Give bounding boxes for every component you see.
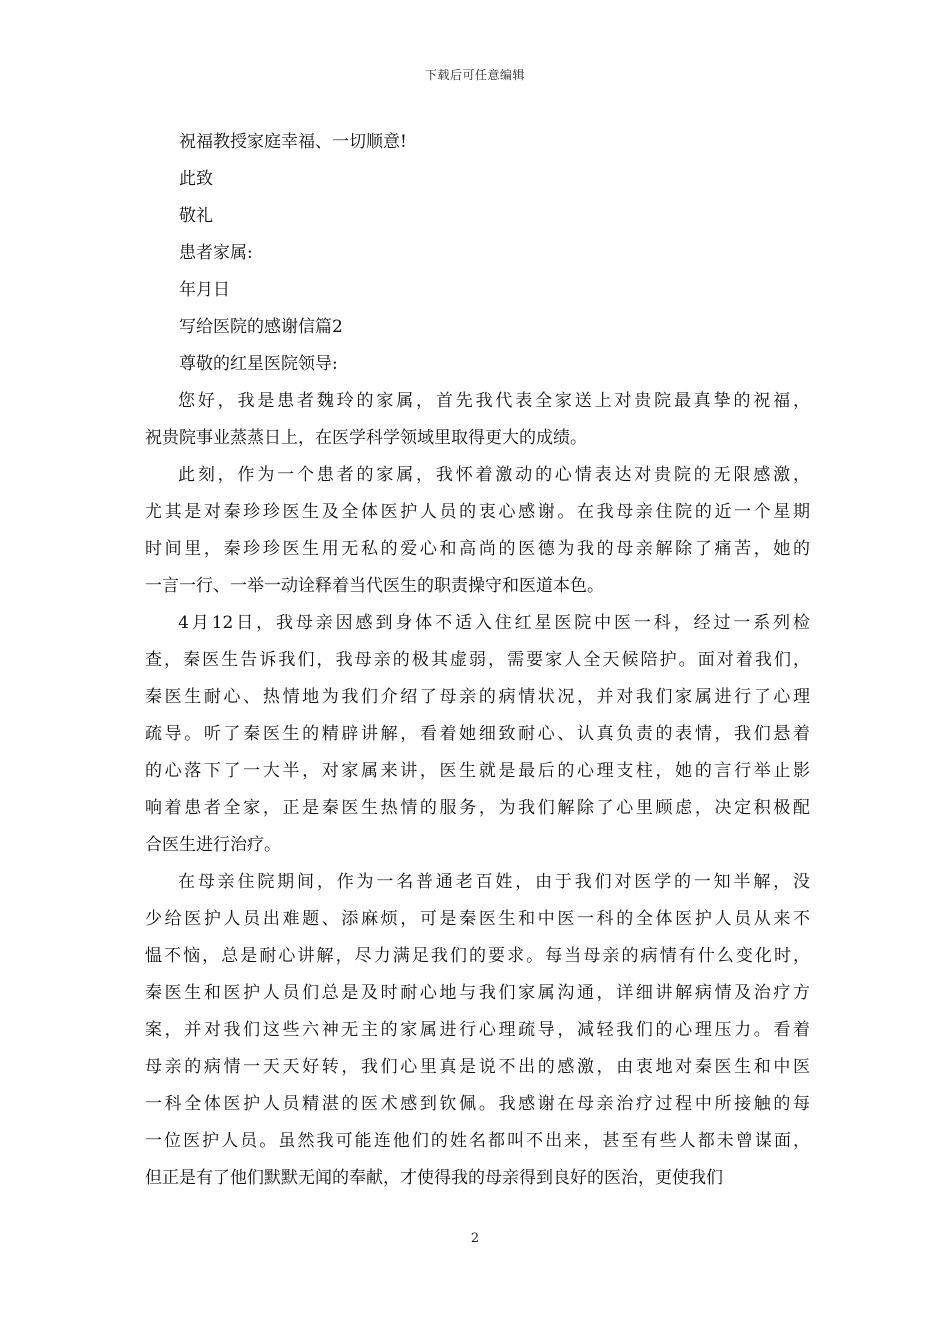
text-line: 患者家属: <box>179 243 253 263</box>
paragraph-line: 的心落下了一大半，对家属来讲，医生就是最后的心理支柱，她的言行举止影 <box>145 761 810 781</box>
paragraph-line: 查，秦医生告诉我们，我母亲的极其虚弱，需要家人全天候陪护。面对着我们， <box>145 650 810 670</box>
paragraph-line: 疏导。听了秦医生的精辟讲解，看着她细致耐心、认真负责的表情，我们悬着 <box>145 724 810 744</box>
paragraph-line: 秦医生和医护人员们总是及时耐心地与我们家属沟通，详细讲解病情及治疗方 <box>145 983 810 1003</box>
text-line: 写给医院的感谢信篇2 <box>179 317 343 337</box>
page-number: 2 <box>470 1231 480 1246</box>
text-line: 此致 <box>179 169 213 189</box>
text-line: 年月日 <box>179 280 230 300</box>
paragraph-line: 4月12日，我母亲因感到身体不适入住红星医院中医一科，经过一系列检 <box>145 613 810 633</box>
paragraph-line: 尤其是对秦珍珍医生及全体医护人员的衷心感谢。在我母亲住院的近一个星期 <box>145 502 810 522</box>
paragraph <box>145 605 810 864</box>
paragraph-line: 案，并对我们这些六神无主的家属进行心理疏导，减轻我们的心理压力。看着 <box>145 1020 810 1040</box>
paragraph-line: 时间里，秦珍珍医生用无私的爱心和高尚的医德为我的母亲解除了痛苦，她的 <box>145 539 810 559</box>
document-body <box>145 124 810 1197</box>
paragraph-line: 响着患者全家，正是秦医生热情的服务，为我们解除了心里顾虑，决定积极配 <box>145 798 810 818</box>
paragraph-line: 一言一行、一举一动诠释着当代医生的职责操守和医道本色。 <box>145 576 604 596</box>
paragraph-line: 秦医生耐心、热情地为我们介绍了母亲的病情状况，并对我们家属进行了心理 <box>145 687 810 707</box>
paragraph-line: 一科全体医护人员精湛的医术感到钦佩。我感谢在母亲治疗过程中所接触的每 <box>145 1094 810 1114</box>
page-header: 下载后可任意编辑 <box>424 68 525 82</box>
paragraph-line: 母亲的病情一天天好转，我们心里真是说不出的感激，由衷地对秦医生和中医 <box>145 1057 810 1077</box>
paragraph-line: 少给医护人员出难题、添麻烦，可是秦医生和中医一科的全体医护人员从来不 <box>145 909 810 929</box>
paragraph-line: 您好，我是患者魏玲的家属，首先我代表全家送上对贵院最真挚的祝福， <box>145 391 811 411</box>
text-line: 敬礼 <box>179 206 213 226</box>
paragraph <box>145 383 810 457</box>
text-line: 尊敬的红星医院领导: <box>179 354 338 374</box>
paragraph-line: 在母亲住院期间，作为一名普通老百姓，由于我们对医学的一知半解，没 <box>145 872 811 892</box>
paragraph <box>145 457 810 605</box>
text-line: 祝福教授家庭幸福、一切顺意! <box>179 132 407 152</box>
paragraph-line: 愠不恼，总是耐心讲解，尽力满足我们的要求。每当母亲的病情有什么变化时， <box>145 946 810 966</box>
paragraph-line: 一位医护人员。虽然我可能连他们的姓名都叫不出来，甚至有些人都未曾谋面， <box>145 1131 810 1151</box>
paragraph-line: 祝贵院事业蒸蒸日上，在医学科学领域里取得更大的成绩。 <box>145 428 587 448</box>
paragraph <box>145 864 810 1197</box>
paragraph-line: 合医生进行治疗。 <box>145 835 281 855</box>
paragraph-line: 此刻，作为一个患者的家属，我怀着激动的心情表达对贵院的无限感激， <box>145 465 811 485</box>
paragraph-line: 但正是有了他们默默无闻的奉献，才使得我的母亲得到良好的医治，更使我们 <box>145 1168 723 1188</box>
